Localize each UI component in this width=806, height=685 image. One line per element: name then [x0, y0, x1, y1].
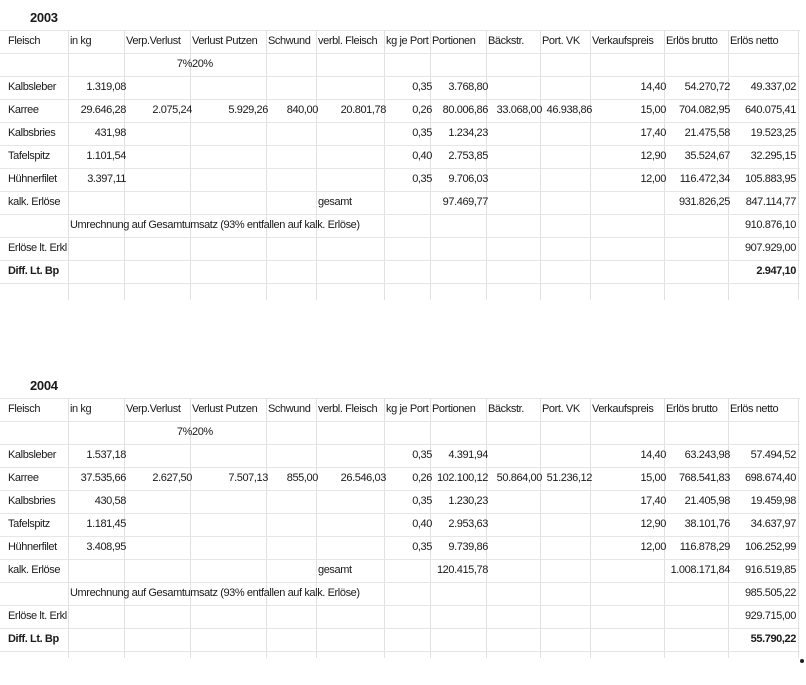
cell-verp [126, 536, 194, 559]
cell-kgport: 0,35 [412, 449, 432, 461]
cell-name: Kalbsbries [8, 495, 56, 507]
cell-verp [126, 76, 194, 99]
percent-row [0, 421, 800, 444]
header-row [0, 30, 800, 53]
table-row [0, 513, 800, 536]
table-row [0, 145, 800, 168]
cell-portvk [542, 76, 594, 99]
column-header: Port. VK [542, 35, 580, 47]
cell-netto: 19.523,25 [750, 127, 796, 139]
column-header: Verkaufspreis [592, 403, 654, 415]
column-header: Verp.Verlust [126, 35, 181, 47]
verp-percent: 7% [176, 426, 192, 438]
column-header: in kg [70, 403, 92, 415]
column-header: verbl. Fleisch [318, 35, 378, 47]
kalk-portionen: 120.415,78 [436, 564, 488, 576]
erloese-label: Erlöse lt. Erkl [8, 610, 67, 622]
table-row [0, 444, 800, 467]
putzen-percent: 20% [192, 58, 213, 70]
kalk-brutto: 931.826,25 [678, 196, 730, 208]
cell-brutto: 116.878,29 [679, 541, 730, 553]
cell-putzen: 7.507,13 [228, 472, 268, 484]
column-header: in kg [70, 35, 92, 47]
cell-verbl [318, 490, 388, 513]
cell-name: Tafelspitz [8, 518, 50, 530]
cell-schwund [268, 490, 320, 513]
kalk-netto: 916.519,85 [744, 564, 796, 576]
cell-putzen [192, 536, 270, 559]
cell-preis: 12,00 [640, 541, 666, 553]
cell-kgport: 0,35 [412, 81, 432, 93]
cell-portionen: 4.391,94 [448, 449, 488, 461]
table-row [0, 536, 800, 559]
cell-schwund [268, 76, 320, 99]
cell-preis: 14,40 [640, 81, 666, 93]
cell-brutto: 63.243,98 [684, 449, 730, 461]
column-header: Port. VK [542, 403, 580, 415]
cell-portvk [542, 444, 594, 467]
cell-schwund [268, 122, 320, 145]
umrechnung-value: 910.876,10 [744, 219, 796, 231]
cell-portvk [542, 536, 594, 559]
erloese-value: 929.715,00 [744, 610, 796, 622]
erloese-label: Erlöse lt. Erkl [8, 242, 67, 254]
diff-row [0, 628, 800, 651]
year-title: 2004 [30, 378, 58, 393]
cell-kg: 3.408,95 [86, 541, 126, 553]
cell-netto: 57.494,52 [750, 449, 796, 461]
cell-portvk [542, 145, 594, 168]
kalk-label: kalk. Erlöse [8, 196, 61, 208]
column-header: Schwund [268, 35, 311, 47]
cell-name: Hühnerfilet [8, 541, 57, 553]
cell-verbl [318, 513, 388, 536]
column-header: Erlös brutto [666, 403, 718, 415]
cell-verp [126, 122, 194, 145]
column-header: Fleisch [8, 35, 41, 47]
cell-kg: 1.537,18 [86, 449, 126, 461]
cell-verp: 2.627,50 [152, 472, 192, 484]
cell-preis: 15,00 [640, 472, 666, 484]
umrechnung-row [0, 214, 800, 237]
cell-baeck [488, 76, 544, 99]
cell-portionen: 1.230,23 [448, 495, 488, 507]
cell-netto: 640.075,41 [744, 104, 796, 116]
gesamt-label: gesamt [318, 564, 352, 576]
cell-kgport: 0,40 [412, 518, 432, 530]
erloese-row [0, 605, 800, 628]
cell-kg: 1.319,08 [86, 81, 126, 93]
cell-putzen [192, 122, 270, 145]
column-header: Schwund [268, 403, 311, 415]
column-header: Erlös brutto [666, 35, 718, 47]
table-row [0, 99, 800, 122]
diff-label: Diff. Lt. Bp [8, 633, 59, 645]
cell-putzen [192, 444, 270, 467]
cell-name: Tafelspitz [8, 150, 50, 162]
cell-brutto: 54.270,72 [684, 81, 730, 93]
cell-kg: 431,98 [94, 127, 126, 139]
cell-kg: 29.646,28 [80, 104, 126, 116]
cell-baeck [488, 145, 544, 168]
cell-verbl [318, 536, 388, 559]
cell-portvk [542, 513, 594, 536]
cell-name: Karree [8, 472, 39, 484]
cell-baeck [488, 513, 544, 536]
cell-portionen: 9.706,03 [448, 173, 488, 185]
kalk-erloese-row [0, 191, 800, 214]
cell-name: Karree [8, 104, 39, 116]
cell-portionen: 2.953,63 [448, 518, 488, 530]
cell-kgport: 0,26 [412, 472, 432, 484]
cell-verbl [318, 122, 388, 145]
cell-verp: 2.075,24 [152, 104, 192, 116]
column-header: Portionen [432, 35, 476, 47]
umrechnung-value: 985.505,22 [744, 587, 796, 599]
cell-portvk: 51.236,12 [546, 472, 592, 484]
cell-brutto: 38.101,76 [684, 518, 730, 530]
cell-name: Kalbsbries [8, 127, 56, 139]
cell-portionen: 3.768,80 [448, 81, 488, 93]
cell-baeck: 33.068,00 [496, 104, 542, 116]
cell-preis: 12,90 [640, 518, 666, 530]
cell-preis: 12,90 [640, 150, 666, 162]
grid-line [0, 651, 800, 652]
cell-name: Hühnerfilet [8, 173, 57, 185]
cell-kg: 1.181,45 [86, 518, 126, 530]
cell-baeck: 50.864,00 [496, 472, 542, 484]
kalk-erloese-row [0, 559, 800, 582]
column-header: verbl. Fleisch [318, 403, 378, 415]
table-row [0, 76, 800, 99]
column-header: Verlust Putzen [192, 403, 258, 415]
cell-portionen: 80.006,86 [442, 104, 488, 116]
cell-schwund [268, 536, 320, 559]
grid-line [0, 283, 800, 284]
cell-brutto: 21.475,58 [684, 127, 730, 139]
cell-verbl [318, 76, 388, 99]
cell-brutto: 35.524,67 [684, 150, 730, 162]
cell-schwund [268, 168, 320, 191]
table-2004 [0, 368, 800, 658]
umrechnung-label: Umrechnung auf Gesamtumsatz (93% entfallen auf kalk. Erlöse) [70, 219, 360, 231]
cell-baeck [488, 122, 544, 145]
cell-preis: 17,40 [640, 495, 666, 507]
table-row [0, 122, 800, 145]
cell-schwund [268, 145, 320, 168]
column-header: Bäckstr. [488, 35, 524, 47]
cell-preis: 12,00 [640, 173, 666, 185]
cell-schwund: 840,00 [286, 104, 318, 116]
column-header: Bäckstr. [488, 403, 524, 415]
cell-verp [126, 444, 194, 467]
cell-netto: 698.674,40 [744, 472, 796, 484]
cell-putzen: 5.929,26 [228, 104, 268, 116]
cell-putzen [192, 513, 270, 536]
cell-preis: 17,40 [640, 127, 666, 139]
cell-name: Kalbsleber [8, 449, 56, 461]
cell-schwund [268, 513, 320, 536]
cell-name: Kalbsleber [8, 81, 56, 93]
erloese-value: 907.929,00 [744, 242, 796, 254]
cell-kg: 430,58 [94, 495, 126, 507]
cell-kgport: 0,35 [412, 495, 432, 507]
table-row [0, 467, 800, 490]
diff-row [0, 260, 800, 283]
header-row [0, 398, 800, 421]
diff-label: Diff. Lt. Bp [8, 265, 59, 277]
cell-schwund [268, 444, 320, 467]
cell-portionen: 2.753,85 [448, 150, 488, 162]
umrechnung-label: Umrechnung auf Gesamtumsatz (93% entfallen auf kalk. Erlöse) [70, 587, 360, 599]
cell-portionen: 102.100,12 [436, 472, 488, 484]
cell-kgport: 0,40 [412, 150, 432, 162]
kalk-netto: 847.114,77 [745, 196, 796, 208]
diff-value: 55.790,22 [750, 633, 796, 645]
bullet-dot [800, 659, 804, 663]
cell-kg: 3.397,11 [87, 173, 126, 185]
cell-putzen [192, 168, 270, 191]
year-title: 2003 [30, 10, 58, 25]
cell-schwund: 855,00 [286, 472, 318, 484]
cell-putzen [192, 490, 270, 513]
table-row [0, 168, 800, 191]
column-header: Verlust Putzen [192, 35, 258, 47]
cell-netto: 105.883,95 [744, 173, 796, 185]
column-header: Verkaufspreis [592, 35, 654, 47]
cell-portvk [542, 168, 594, 191]
cell-verbl [318, 444, 388, 467]
diff-value: 2.947,10 [756, 265, 796, 277]
verp-percent: 7% [176, 58, 192, 70]
column-header: Portionen [432, 403, 476, 415]
cell-verbl: 26.546,03 [340, 472, 386, 484]
cell-preis: 14,40 [640, 449, 666, 461]
column-header: Erlös netto [730, 403, 779, 415]
putzen-percent: 20% [192, 426, 213, 438]
cell-kg: 1.101,54 [86, 150, 126, 162]
cell-portionen: 9.739,86 [448, 541, 488, 553]
cell-brutto: 768.541,83 [678, 472, 730, 484]
column-header: kg je Port [386, 403, 429, 415]
cell-verp [126, 490, 194, 513]
cell-verbl: 20.801,78 [340, 104, 386, 116]
cell-portvk [542, 490, 594, 513]
cell-baeck [488, 536, 544, 559]
cell-brutto: 21.405,98 [684, 495, 730, 507]
cell-kgport: 0,35 [412, 173, 432, 185]
cell-kg: 37.535,66 [80, 472, 126, 484]
table-2003 [0, 0, 800, 300]
cell-brutto: 704.082,95 [678, 104, 730, 116]
cell-netto: 32.295,15 [750, 150, 796, 162]
umrechnung-row [0, 582, 800, 605]
cell-putzen [192, 76, 270, 99]
cell-putzen [192, 145, 270, 168]
cell-kgport: 0,26 [412, 104, 432, 116]
kalk-label: kalk. Erlöse [8, 564, 61, 576]
cell-verbl [318, 168, 388, 191]
erloese-row [0, 237, 800, 260]
cell-portvk: 46.938,86 [546, 104, 592, 116]
cell-baeck [488, 444, 544, 467]
gesamt-label: gesamt [318, 196, 352, 208]
cell-netto: 106.252,99 [744, 541, 796, 553]
cell-verp [126, 513, 194, 536]
cell-brutto: 116.472,34 [679, 173, 730, 185]
cell-netto: 49.337,02 [750, 81, 796, 93]
cell-baeck [488, 168, 544, 191]
percent-row [0, 53, 800, 76]
cell-kgport: 0,35 [412, 541, 432, 553]
cell-netto: 19.459,98 [750, 495, 796, 507]
cell-preis: 15,00 [640, 104, 666, 116]
kalk-brutto: 1.008.171,84 [670, 564, 730, 576]
cell-kgport: 0,35 [412, 127, 432, 139]
cell-portionen: 1.234,23 [448, 127, 488, 139]
cell-portvk [542, 122, 594, 145]
column-header: Fleisch [8, 403, 41, 415]
kalk-portionen: 97.469,77 [442, 196, 488, 208]
cell-baeck [488, 490, 544, 513]
column-header: Verp.Verlust [126, 403, 181, 415]
column-header: Erlös netto [730, 35, 779, 47]
table-row [0, 490, 800, 513]
cell-verp [126, 168, 194, 191]
column-header: kg je Port [386, 35, 429, 47]
cell-verp [126, 145, 194, 168]
cell-verbl [318, 145, 388, 168]
cell-netto: 34.637,97 [750, 518, 796, 530]
